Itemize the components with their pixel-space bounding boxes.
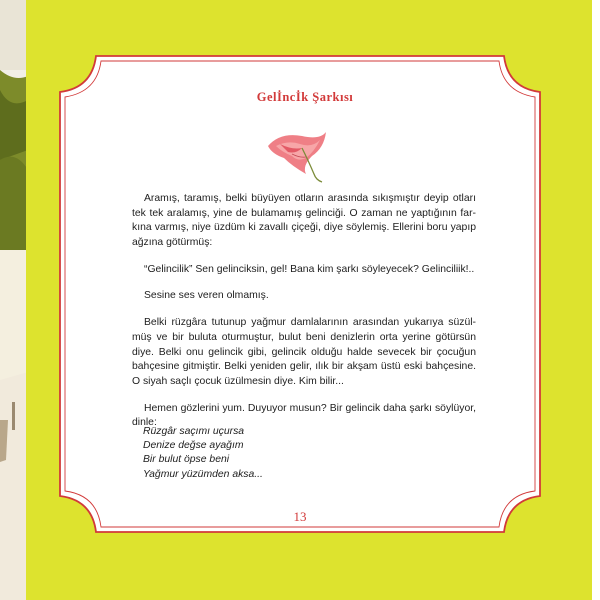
text-line: dinle: (132, 417, 157, 429)
text-line: Belki rüzgâra tutunup yağmur damlalarının arasından yukarıya süzül- (144, 317, 476, 329)
text-line: ağzına götürmüş: (132, 237, 213, 249)
poem-line: Rüzgâr saçımı uçursa (143, 426, 245, 437)
paragraph-3 (132, 289, 476, 304)
text-line: diye. Belki onu gelincik gibi, gelincik olduğu halde sevecek bir çocuğun (132, 346, 476, 358)
text-line: müş ve bir buluta oturmuştur, bulut beni denizlerin orta yerine götürsün (132, 331, 476, 343)
paragraph-1 (132, 192, 476, 251)
poppy-flower-icon (262, 124, 334, 184)
paragraph-4 (132, 316, 476, 389)
poem (143, 425, 263, 482)
poem-line: Bir bulut öpse beni (143, 454, 230, 466)
text-line: O siyah saçlı çocuk üzülmesin diye. Kim bilir... (132, 375, 344, 387)
page-title: Gelİncİk Şarkısı (256, 90, 354, 104)
page-number: 13 (293, 509, 307, 524)
paragraph-2 (132, 263, 476, 278)
text-line: bahçesine gitmiştir. Belki yeniden gelir, ılık bir akşam üstü eski bahçesine. (132, 361, 476, 373)
text-line: kına varmış, niye üzdüm ki zavallı çiçeği, diye söylemiş. Ellerini boru yapıp (132, 222, 476, 234)
text-line: tek tek aralamış, yine de bulamamış gelinciği. O zaman ne yaptığının far- (132, 207, 476, 219)
poem-line: Denize değse ayağım (143, 440, 244, 452)
poem-line: Yağmur yüzümden aksa... (143, 468, 263, 480)
story-text (132, 192, 476, 443)
text-line: Hemen gözlerini yum. Duyuyor musun? Bir gelincik daha şarkı söylüyor, (144, 402, 476, 414)
text-line: Aramış, taramış, belki büyüyen otların arasında sıkışmıştır deyip otları (144, 193, 476, 204)
text-line: Sesine ses veren olmamış. (144, 290, 269, 302)
text-line: “Gelincilik” Sen gelinciksin, gel! Bana kim şarkı söyleyecek? Gelinciliik!.. (144, 263, 475, 275)
